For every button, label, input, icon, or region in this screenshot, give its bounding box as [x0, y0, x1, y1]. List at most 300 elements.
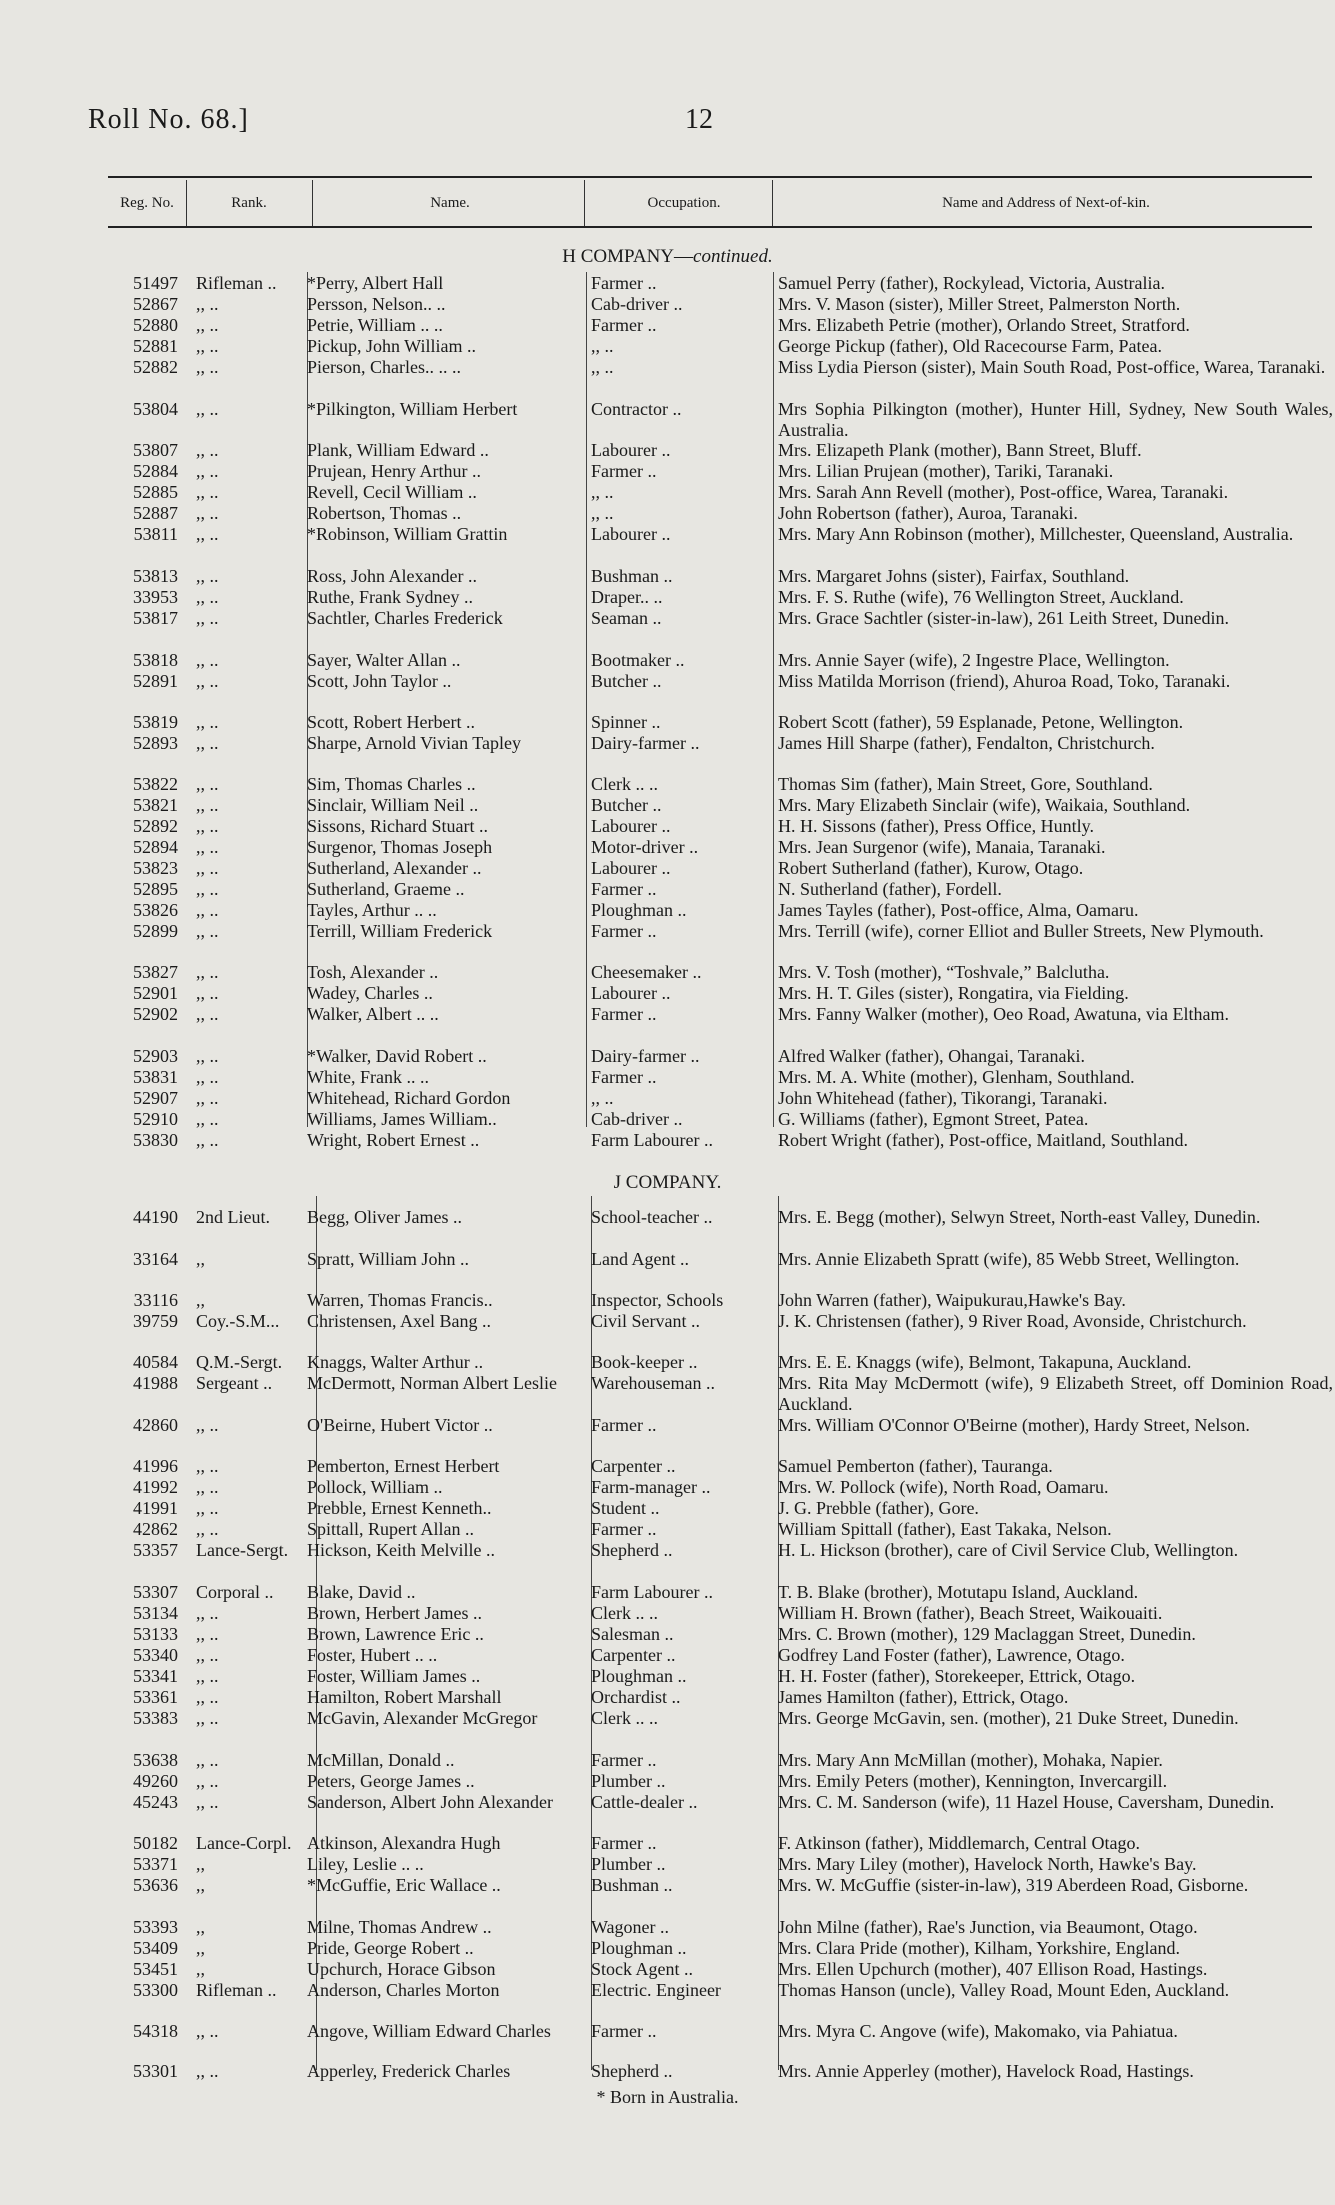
soldier-name-cell: Sissons, Richard Stuart .. — [307, 816, 489, 836]
occupation-cell: Book-keeper .. — [591, 1352, 698, 1372]
rank-cell: ,, .. — [196, 921, 219, 941]
soldier-name-cell: Christensen, Axel Bang .. — [307, 1311, 491, 1331]
rank-cell: ,, .. — [196, 587, 219, 607]
column-rule — [586, 272, 587, 1127]
reg-no-cell: 39759 — [133, 1311, 178, 1331]
rank-cell: ,, .. — [196, 482, 219, 502]
reg-no-cell: 53636 — [133, 1875, 178, 1895]
next-of-kin-cell: Robert Sutherland (father), Kurow, Otago. — [778, 858, 1084, 878]
rank-cell: ,, .. — [196, 315, 219, 335]
occupation-cell: Salesman .. — [591, 1624, 674, 1644]
reg-no-cell: 53638 — [133, 1750, 178, 1770]
soldier-name-cell: *McGuffie, Eric Wallace .. — [307, 1875, 501, 1895]
soldier-name-cell: Williams, James William.. — [307, 1109, 497, 1129]
occupation-cell: Farmer .. — [591, 1750, 657, 1770]
next-of-kin-cell: Mrs. F. S. Ruthe (wife), 76 Wellington Street, Auckland. — [778, 587, 1184, 607]
reg-no-cell: 52892 — [133, 816, 178, 836]
next-of-kin-cell: Mrs. Sarah Ann Revell (mother), Post-office, Warea, Taranaki. — [778, 482, 1229, 502]
next-of-kin-cell: Mrs. Emily Peters (mother), Kennington, Invercargill. — [778, 1771, 1168, 1791]
next-of-kin-cell: H. L. Hickson (brother), care of Civil Service Club, Wellington. — [778, 1540, 1239, 1560]
occupation-cell: Draper.. .. — [591, 587, 663, 607]
rank-cell: ,, .. — [196, 816, 219, 836]
rank-cell: ,, .. — [196, 357, 219, 377]
next-of-kin-cell: Robert Wright (father), Post-office, Maitland, Southland. — [778, 1130, 1189, 1150]
rank-cell: ,, .. — [196, 2061, 219, 2081]
soldier-name-cell: Warren, Thomas Francis.. — [307, 1290, 493, 1310]
occupation-cell: Clerk .. .. — [591, 774, 658, 794]
soldier-name-cell: Persson, Nelson.. .. — [307, 294, 446, 314]
reg-no-cell: 53813 — [133, 566, 178, 586]
occupation-cell: Plumber .. — [591, 1771, 666, 1791]
rank-cell: Lance-Corpl. — [196, 1833, 292, 1853]
reg-no-cell: 53822 — [133, 774, 178, 794]
soldier-name-cell: Wadey, Charles .. — [307, 983, 433, 1003]
occupation-cell: Ploughman .. — [591, 1666, 687, 1686]
occupation-cell: Farmer .. — [591, 1004, 657, 1024]
soldier-name-cell: Petrie, William .. .. — [307, 315, 443, 335]
reg-no-cell: 33164 — [133, 1249, 178, 1269]
occupation-cell: Ploughman .. — [591, 1938, 687, 1958]
header-divider — [312, 180, 313, 226]
occupation-cell: Contractor .. — [591, 399, 682, 419]
soldier-name-cell: Prujean, Henry Arthur .. — [307, 461, 481, 481]
next-of-kin-cell: Mrs. Annie Sayer (wife), 2 Ingestre Place, Wellington. — [778, 650, 1170, 670]
next-of-kin-cell: Miss Lydia Pierson (sister), Main South Road, Post-office, Warea, Taranaki. — [778, 357, 1326, 377]
next-of-kin-cell: Mrs. Myra C. Angove (wife), Makomako, via Pahiatua. — [778, 2021, 1178, 2041]
soldier-name-cell: Apperley, Frederick Charles — [307, 2061, 511, 2081]
next-of-kin-cell: William Spittall (father), East Takaka, Nelson. — [778, 1519, 1112, 1539]
soldier-name-cell: Walker, Albert .. .. — [307, 1004, 439, 1024]
rank-cell: ,, .. — [196, 1708, 219, 1728]
soldier-name-cell: Angove, William Edward Charles — [307, 2021, 551, 2041]
reg-no-cell: 33953 — [133, 587, 178, 607]
occupation-cell: Cab-driver .. — [591, 1109, 683, 1129]
reg-no-cell: 44190 — [133, 1207, 178, 1227]
occupation-cell: Civil Servant .. — [591, 1311, 700, 1331]
occupation-cell: Warehouseman .. — [591, 1373, 716, 1393]
reg-no-cell: 53340 — [133, 1645, 178, 1665]
reg-no-cell: 52910 — [133, 1109, 178, 1129]
soldier-name-cell: Pollock, William .. — [307, 1477, 443, 1497]
rank-cell: ,, .. — [196, 1415, 219, 1435]
header-divider — [772, 180, 773, 226]
occupation-cell: Farmer .. — [591, 2021, 657, 2041]
occupation-cell: Farmer .. — [591, 1519, 657, 1539]
rank-cell: ,, .. — [196, 733, 219, 753]
next-of-kin-cell: Mrs. C. M. Sanderson (wife), 11 Hazel House, Caversham, Dunedin. — [778, 1792, 1275, 1812]
next-of-kin-cell: Mrs. Mary Ann Robinson (mother), Millchester, Queensland, Australia. — [778, 524, 1294, 544]
soldier-name-cell: Hickson, Keith Melville .. — [307, 1540, 495, 1560]
roll-number: Roll No. 68.] — [88, 104, 249, 135]
occupation-cell: Farm Labourer .. — [591, 1130, 713, 1150]
next-of-kin-cell: Samuel Perry (father), Rockylead, Victoria, Australia. — [778, 273, 1165, 293]
next-of-kin-cell: H. H. Foster (father), Storekeeper, Ettrick, Otago. — [778, 1666, 1136, 1686]
occupation-cell: Bootmaker .. — [591, 650, 685, 670]
footnote: * Born in Australia. — [596, 2087, 739, 2107]
next-of-kin-cell: Mrs. Margaret Johns (sister), Fairfax, Southland. — [778, 566, 1130, 586]
next-of-kin-cell: Mrs. Mary Ann McMillan (mother), Mohaka, Napier. — [778, 1750, 1163, 1770]
next-of-kin-cell: Mrs. Elizapeth Plank (mother), Bann Street, Bluff. — [778, 440, 1142, 460]
reg-no-cell: 52881 — [133, 336, 178, 356]
next-of-kin-cell: F. Atkinson (father), Middlemarch, Central Otago. — [778, 1833, 1140, 1853]
section-title-continued: continued. — [693, 246, 773, 267]
soldier-name-cell: Scott, Robert Herbert .. — [307, 712, 475, 732]
soldier-name-cell: *Pilkington, William Herbert — [307, 399, 518, 419]
soldier-name-cell: Spratt, William John .. — [307, 1249, 469, 1269]
rank-cell: ,, .. — [196, 1666, 219, 1686]
reg-no-cell: 53341 — [133, 1666, 178, 1686]
soldier-name-cell: *Robinson, William Grattin — [307, 524, 508, 544]
occupation-cell: Carpenter .. — [591, 1456, 676, 1476]
reg-no-cell: 53811 — [133, 524, 178, 544]
rank-cell: ,, .. — [196, 712, 219, 732]
soldier-name-cell: Robertson, Thomas .. — [307, 503, 462, 523]
rank-cell: ,, .. — [196, 1603, 219, 1623]
rank-cell: ,, .. — [196, 2021, 219, 2041]
reg-no-cell: 52880 — [133, 315, 178, 335]
rank-cell: Coy.-S.M... — [196, 1311, 280, 1331]
occupation-cell: Farmer .. — [591, 273, 657, 293]
section-title-text: H COMPANY— — [562, 246, 694, 267]
occupation-cell: Labourer .. — [591, 816, 671, 836]
next-of-kin-cell: Mrs. Elizabeth Petrie (mother), Orlando Street, Stratford. — [778, 315, 1190, 335]
rank-cell: ,, — [196, 1249, 205, 1269]
soldier-name-cell: Begg, Oliver James .. — [307, 1207, 462, 1227]
occupation-cell: Farmer .. — [591, 1067, 657, 1087]
rank-cell: ,, .. — [196, 879, 219, 899]
next-of-kin-cell: Mrs. Grace Sachtler (sister-in-law), 261 Leith Street, Dunedin. — [778, 608, 1230, 628]
reg-no-cell: 41996 — [133, 1456, 178, 1476]
soldier-name-cell: Surgenor, Thomas Joseph — [307, 837, 493, 857]
reg-no-cell: 41988 — [133, 1373, 178, 1393]
reg-no-cell: 52893 — [133, 733, 178, 753]
rank-cell: ,, .. — [196, 837, 219, 857]
soldier-name-cell: O'Beirne, Hubert Victor .. — [307, 1415, 493, 1435]
next-of-kin-cell: Mrs. Mary Liley (mother), Havelock North, Hawke's Bay. — [778, 1854, 1197, 1874]
column-rule — [773, 272, 774, 1127]
next-of-kin-cell: Mrs. Ellen Upchurch (mother), 407 Ellison Road, Hastings. — [778, 1959, 1208, 1979]
reg-no-cell: 53134 — [133, 1603, 178, 1623]
soldier-name-cell: Knaggs, Walter Arthur .. — [307, 1352, 484, 1372]
rank-cell: ,, .. — [196, 440, 219, 460]
occupation-cell: Spinner .. — [591, 712, 661, 732]
occupation-cell: Plumber .. — [591, 1854, 666, 1874]
occupation-cell: Farmer .. — [591, 921, 657, 941]
next-of-kin-cell: Thomas Hanson (uncle), Valley Road, Mount Eden, Auckland. — [778, 1980, 1230, 2000]
soldier-name-cell: Pierson, Charles.. .. .. — [307, 357, 461, 377]
soldier-name-cell: Pride, George Robert .. — [307, 1938, 474, 1958]
reg-no-cell: 53819 — [133, 712, 178, 732]
occupation-cell: Farmer .. — [591, 1415, 657, 1435]
soldier-name-cell: Spittall, Rupert Allan .. — [307, 1519, 474, 1539]
col-header-reg: Reg. No. — [120, 194, 174, 211]
next-of-kin-cell: John Milne (father), Rae's Junction, via Beaumont, Otago. — [778, 1917, 1198, 1937]
soldier-name-cell: Tayles, Arthur .. .. — [307, 900, 437, 920]
rank-cell: Sergeant .. — [196, 1373, 273, 1393]
soldier-name-cell: Foster, William James .. — [307, 1666, 481, 1686]
reg-no-cell: 53827 — [133, 962, 178, 982]
reg-no-cell: 53409 — [133, 1938, 178, 1958]
rank-cell: ,, .. — [196, 1687, 219, 1707]
occupation-cell: Carpenter .. — [591, 1645, 676, 1665]
reg-no-cell: 53301 — [133, 2061, 178, 2081]
occupation-cell: Stock Agent .. — [591, 1959, 693, 1979]
rank-cell: ,, .. — [196, 1456, 219, 1476]
next-of-kin-cell: Mrs. W. Pollock (wife), North Road, Oamaru. — [778, 1477, 1109, 1497]
rank-cell: ,, .. — [196, 503, 219, 523]
reg-no-cell: 53451 — [133, 1959, 178, 1979]
occupation-cell: ,, .. — [591, 503, 614, 523]
rank-cell: ,, — [196, 1290, 205, 1310]
rank-cell: ,, .. — [196, 294, 219, 314]
reg-no-cell: 53804 — [133, 399, 178, 419]
next-of-kin-cell: George Pickup (father), Old Racecourse Farm, Patea. — [778, 336, 1163, 356]
next-of-kin-cell: Mrs. W. McGuffie (sister-in-law), 319 Aberdeen Road, Gisborne. — [778, 1875, 1249, 1895]
reg-no-cell: 52902 — [133, 1004, 178, 1024]
soldier-name-cell: Sayer, Walter Allan .. — [307, 650, 461, 670]
rank-cell: ,, .. — [196, 671, 219, 691]
reg-no-cell: 53826 — [133, 900, 178, 920]
occupation-cell: Farmer .. — [591, 315, 657, 335]
reg-no-cell: 52867 — [133, 294, 178, 314]
soldier-name-cell: Brown, Herbert James .. — [307, 1603, 482, 1623]
rank-cell: ,, — [196, 1938, 205, 1958]
header-divider — [186, 180, 187, 226]
next-of-kin-cell: Godfrey Land Foster (father), Lawrence, Otago. — [778, 1645, 1125, 1665]
rank-cell: ,, — [196, 1854, 205, 1874]
col-header-occupation: Occupation. — [647, 194, 721, 211]
next-of-kin-cell: Mrs. V. Tosh (mother), “Toshvale,” Balclutha. — [778, 962, 1110, 982]
occupation-cell: Electric. Engineer — [591, 1980, 721, 2000]
occupation-cell: Orchardist .. — [591, 1687, 681, 1707]
occupation-cell: Land Agent .. — [591, 1249, 689, 1269]
soldier-name-cell: Hamilton, Robert Marshall — [307, 1687, 502, 1707]
next-of-kin-cell: Mrs. Lilian Prujean (mother), Tariki, Taranaki. — [778, 461, 1114, 481]
rank-cell: ,, .. — [196, 1109, 219, 1129]
reg-no-cell: 52895 — [133, 879, 178, 899]
column-header-row — [108, 180, 1312, 226]
soldier-name-cell: Wright, Robert Ernest .. — [307, 1130, 480, 1150]
reg-no-cell: 52899 — [133, 921, 178, 941]
next-of-kin-cell: J. K. Christensen (father), 9 River Road, Avonside, Christchurch. — [778, 1311, 1247, 1331]
reg-no-cell: 52887 — [133, 503, 178, 523]
reg-no-cell: 53393 — [133, 1917, 178, 1937]
soldier-name-cell: Milne, Thomas Andrew .. — [307, 1917, 492, 1937]
reg-no-cell: 54318 — [133, 2021, 178, 2041]
next-of-kin-cell: Mrs Sophia Pilkington (mother), Hunter Hill, Sydney, New South Wales, Australia. — [778, 399, 1333, 440]
occupation-cell: Clerk .. .. — [591, 1603, 658, 1623]
next-of-kin-cell: Mrs. Jean Surgenor (wife), Manaia, Taranaki. — [778, 837, 1106, 857]
next-of-kin-cell: G. Williams (father), Egmont Street, Patea. — [778, 1109, 1089, 1129]
section-title-j-company — [0, 1172, 1335, 1194]
next-of-kin-cell: Mrs. H. T. Giles (sister), Rongatira, via Fielding. — [778, 983, 1129, 1003]
next-of-kin-cell: N. Sutherland (father), Fordell. — [778, 879, 1002, 899]
rank-cell: ,, .. — [196, 1130, 219, 1150]
reg-no-cell: 53818 — [133, 650, 178, 670]
soldier-name-cell: Scott, John Taylor .. — [307, 671, 452, 691]
col-header-rank: Rank. — [231, 194, 267, 211]
occupation-cell: Student .. — [591, 1498, 660, 1518]
occupation-cell: Farm Labourer .. — [591, 1582, 713, 1602]
rank-cell: ,, .. — [196, 524, 219, 544]
reg-no-cell: 52901 — [133, 983, 178, 1003]
next-of-kin-cell: Mrs. Fanny Walker (mother), Oeo Road, Awatuna, via Eltham. — [778, 1004, 1229, 1024]
soldier-name-cell: Brown, Lawrence Eric .. — [307, 1624, 484, 1644]
rank-cell: ,, .. — [196, 1004, 219, 1024]
soldier-name-cell: Sharpe, Arnold Vivian Tapley — [307, 733, 521, 753]
next-of-kin-cell: Robert Scott (father), 59 Esplanade, Petone, Wellington. — [778, 712, 1184, 732]
occupation-cell: Butcher .. — [591, 795, 662, 815]
soldier-name-cell: White, Frank .. .. — [307, 1067, 429, 1087]
col-header-kin: Name and Address of Next-of-kin. — [942, 194, 1150, 211]
reg-no-cell: 33116 — [133, 1290, 178, 1310]
header-top-rule — [108, 176, 1312, 178]
reg-no-cell: 50182 — [133, 1833, 178, 1853]
reg-no-cell: 53371 — [133, 1854, 178, 1874]
reg-no-cell: 41991 — [133, 1498, 178, 1518]
soldier-name-cell: Tosh, Alexander .. — [307, 962, 439, 982]
reg-no-cell: 52903 — [133, 1046, 178, 1066]
next-of-kin-cell: Mrs. Mary Elizabeth Sinclair (wife), Waikaia, Southland. — [778, 795, 1191, 815]
reg-no-cell: 53357 — [133, 1540, 178, 1560]
soldier-name-cell: Ross, John Alexander .. — [307, 566, 477, 586]
rank-cell: ,, .. — [196, 1046, 219, 1066]
rank-cell: ,, .. — [196, 1067, 219, 1087]
reg-no-cell: 42860 — [133, 1415, 178, 1435]
occupation-cell: Bushman .. — [591, 566, 673, 586]
reg-no-cell: 52885 — [133, 482, 178, 502]
soldier-name-cell: Sachtler, Charles Frederick — [307, 608, 503, 628]
occupation-cell: Farmer .. — [591, 879, 657, 899]
occupation-cell: Labourer .. — [591, 440, 671, 460]
reg-no-cell: 53383 — [133, 1708, 178, 1728]
next-of-kin-cell: Mrs. M. A. White (mother), Glenham, Southland. — [778, 1067, 1135, 1087]
soldier-name-cell: Upchurch, Horace Gibson — [307, 1959, 496, 1979]
next-of-kin-cell: T. B. Blake (brother), Motutapu Island, Auckland. — [778, 1582, 1139, 1602]
reg-no-cell: 40584 — [133, 1352, 178, 1372]
reg-no-cell: 53133 — [133, 1624, 178, 1644]
rank-cell: ,, .. — [196, 650, 219, 670]
rank-cell: ,, .. — [196, 774, 219, 794]
rank-cell: ,, .. — [196, 608, 219, 628]
rank-cell: Corporal .. — [196, 1582, 274, 1602]
section-title-h-company — [0, 246, 1335, 268]
next-of-kin-cell: Mrs. Rita May McDermott (wife), 9 Elizabeth Street, off Dominion Road, Auckland. — [778, 1373, 1333, 1414]
rank-cell: 2nd Lieut. — [196, 1207, 270, 1227]
reg-no-cell: 53830 — [133, 1130, 178, 1150]
soldier-name-cell: Sutherland, Alexander .. — [307, 858, 482, 878]
header-bottom-rule — [108, 226, 1312, 228]
occupation-cell: Cattle-dealer .. — [591, 1792, 698, 1812]
reg-no-cell: 42862 — [133, 1519, 178, 1539]
rank-cell: ,, .. — [196, 1519, 219, 1539]
occupation-cell: Dairy-farmer .. — [591, 1046, 700, 1066]
next-of-kin-cell: Mrs. Terrill (wife), corner Elliot and Buller Streets, New Plymouth. — [778, 921, 1264, 941]
occupation-cell: Wagoner .. — [591, 1917, 670, 1937]
occupation-cell: Farmer .. — [591, 461, 657, 481]
soldier-name-cell: Atkinson, Alexandra Hugh — [307, 1833, 501, 1853]
reg-no-cell: 52884 — [133, 461, 178, 481]
rank-cell: Rifleman .. — [196, 273, 277, 293]
next-of-kin-cell: Mrs. William O'Connor O'Beirne (mother), Hardy Street, Nelson. — [778, 1415, 1250, 1435]
soldier-name-cell: Liley, Leslie .. .. — [307, 1854, 424, 1874]
soldier-name-cell: Blake, David .. — [307, 1582, 416, 1602]
soldier-name-cell: Foster, Hubert .. .. — [307, 1645, 438, 1665]
next-of-kin-cell: John Robertson (father), Auroa, Taranaki. — [778, 503, 1078, 523]
reg-no-cell: 53817 — [133, 608, 178, 628]
occupation-cell: Ploughman .. — [591, 900, 687, 920]
next-of-kin-cell: Mrs. E. Begg (mother), Selwyn Street, North-east Valley, Dunedin. — [778, 1207, 1261, 1227]
reg-no-cell: 53361 — [133, 1687, 178, 1707]
rank-cell: Rifleman .. — [196, 1980, 277, 2000]
reg-no-cell: 41992 — [133, 1477, 178, 1497]
occupation-cell: School-teacher .. — [591, 1207, 713, 1227]
soldier-name-cell: *Perry, Albert Hall — [307, 273, 444, 293]
next-of-kin-cell: John Warren (father), Waipukurau,Hawke's Bay. — [778, 1290, 1126, 1310]
reg-no-cell: 52882 — [133, 357, 178, 377]
soldier-name-cell: McGavin, Alexander McGregor — [307, 1708, 538, 1728]
rank-cell: ,, .. — [196, 962, 219, 982]
occupation-cell: Cheesemaker .. — [591, 962, 702, 982]
reg-no-cell: 53821 — [133, 795, 178, 815]
next-of-kin-cell: Samuel Pemberton (father), Tauranga. — [778, 1456, 1053, 1476]
occupation-cell: ,, .. — [591, 336, 614, 356]
soldier-name-cell: Anderson, Charles Morton — [307, 1980, 500, 2000]
soldier-name-cell: Sim, Thomas Charles .. — [307, 774, 476, 794]
rank-cell: ,, .. — [196, 566, 219, 586]
occupation-cell: ,, .. — [591, 357, 614, 377]
soldier-name-cell: Sutherland, Graeme .. — [307, 879, 465, 899]
soldier-name-cell: *Walker, David Robert .. — [307, 1046, 487, 1066]
reg-no-cell: 45243 — [133, 1792, 178, 1812]
reg-no-cell: 51497 — [133, 273, 178, 293]
soldier-name-cell: McMillan, Donald .. — [307, 1750, 455, 1770]
rank-cell: ,, .. — [196, 1498, 219, 1518]
next-of-kin-cell: James Tayles (father), Post-office, Alma, Oamaru. — [778, 900, 1139, 920]
soldier-name-cell: Plank, William Edward .. — [307, 440, 489, 460]
occupation-cell: Bushman .. — [591, 1875, 673, 1895]
soldier-name-cell: McDermott, Norman Albert Leslie — [307, 1373, 557, 1393]
occupation-cell: Labourer .. — [591, 524, 671, 544]
rank-cell: ,, .. — [196, 1771, 219, 1791]
next-of-kin-cell: Thomas Sim (father), Main Street, Gore, Southland. — [778, 774, 1153, 794]
rank-cell: ,, .. — [196, 399, 219, 419]
soldier-name-cell: Peters, George James .. — [307, 1771, 475, 1791]
next-of-kin-cell: Mrs. C. Brown (mother), 129 Maclaggan Street, Dunedin. — [778, 1624, 1196, 1644]
reg-no-cell: 53807 — [133, 440, 178, 460]
rank-cell: Q.M.-Sergt. — [196, 1352, 283, 1372]
rank-cell: ,, — [196, 1959, 205, 1979]
occupation-cell: Farmer .. — [591, 1833, 657, 1853]
next-of-kin-cell: Mrs. George McGavin, sen. (mother), 21 Duke Street, Dunedin. — [778, 1708, 1239, 1728]
rank-cell: ,, .. — [196, 858, 219, 878]
soldier-name-cell: Pickup, John William .. — [307, 336, 476, 356]
section-title-text: J COMPANY. — [613, 1172, 722, 1193]
rank-cell: ,, .. — [196, 1477, 219, 1497]
soldier-name-cell: Ruthe, Frank Sydney .. — [307, 587, 473, 607]
next-of-kin-cell: Miss Matilda Morrison (friend), Ahuroa Road, Toko, Taranaki. — [778, 671, 1231, 691]
soldier-name-cell: Prebble, Ernest Kenneth.. — [307, 1498, 492, 1518]
next-of-kin-cell: James Hamilton (father), Ettrick, Otago. — [778, 1687, 1069, 1707]
rank-cell: ,, .. — [196, 1750, 219, 1770]
rank-cell: ,, .. — [196, 795, 219, 815]
rank-cell: ,, — [196, 1917, 205, 1937]
next-of-kin-cell: James Hill Sharpe (father), Fendalton, Christchurch. — [778, 733, 1155, 753]
next-of-kin-cell: William H. Brown (father), Beach Street, Waikouaiti. — [778, 1603, 1163, 1623]
reg-no-cell: 49260 — [133, 1771, 178, 1791]
rank-cell: ,, .. — [196, 1792, 219, 1812]
soldier-name-cell: Terrill, William Frederick — [307, 921, 493, 941]
